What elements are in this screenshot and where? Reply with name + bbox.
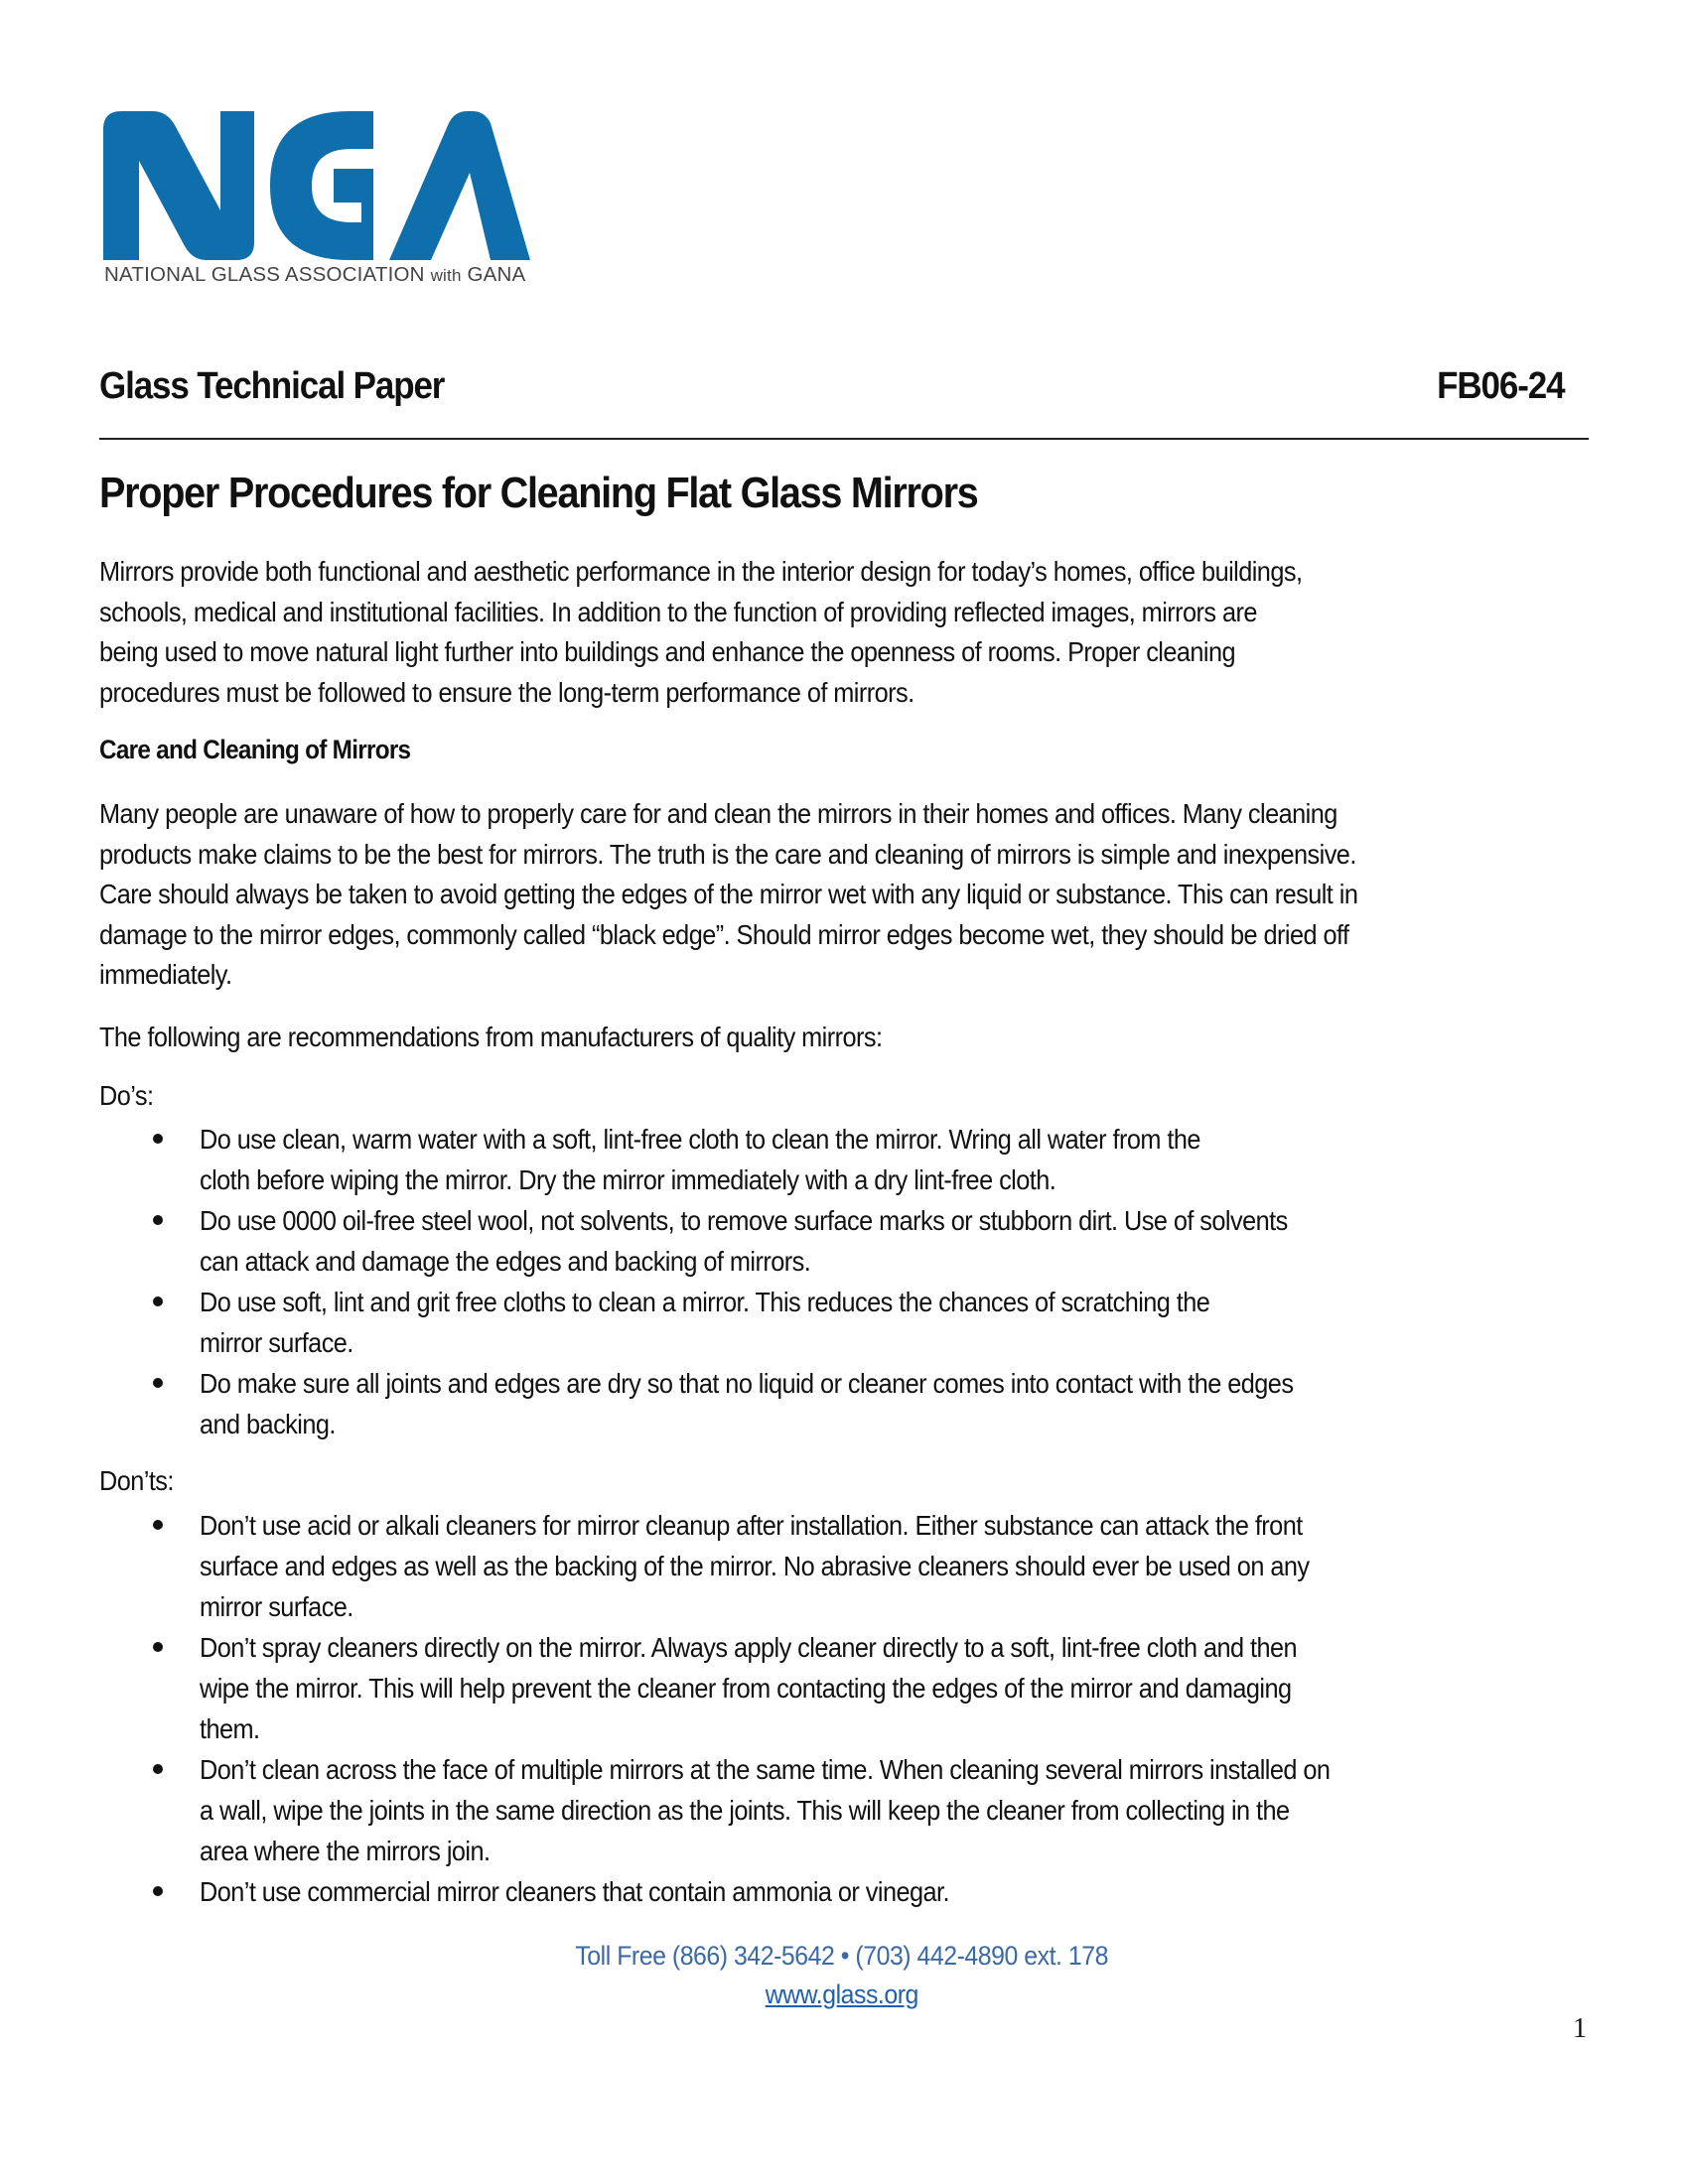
website-link[interactable]: www.glass.org xyxy=(765,1979,919,2009)
care-line: damage to the mirror edges, commonly called “black edge”. Should mirror edges become wet, they should be dried off xyxy=(99,918,1349,950)
item-line: wipe the mirror. This will help prevent the cleaner from contacting the edges of the mirror and damaging xyxy=(200,1673,1292,1704)
item-line: Do use clean, warm water with a soft, lint-free cloth to clean the mirror. Wring all water from the xyxy=(200,1124,1200,1155)
item-line: Don’t use acid or alkali cleaners for mirror cleanup after installation. Either substance can attack the front xyxy=(200,1510,1303,1541)
bullet-icon xyxy=(153,1642,163,1652)
item-line: Do make sure all joints and edges are dry so that no liquid or cleaner comes into contact with the edges xyxy=(200,1368,1294,1399)
recommendation-intro xyxy=(99,1018,1609,1058)
care-line: products make claims to be the best for mirrors. The truth is the care and cleaning of mirrors is simple and inexpensive. xyxy=(99,838,1356,870)
tagline-main: NATIONAL GLASS ASSOCIATION xyxy=(104,263,425,286)
bullet-icon xyxy=(153,1520,163,1530)
donts-item xyxy=(99,1627,1609,1749)
bullet-icon xyxy=(153,1134,163,1144)
footer-website xyxy=(0,1979,1688,2010)
care-line: immediately. xyxy=(99,959,232,990)
item-line: Do use soft, lint and grit free cloths to clean a mirror. This reduces the chances of scratching the xyxy=(200,1287,1210,1317)
item-line: Don’t clean across the face of multiple mirrors at the same time. When cleaning several mirrors installed on xyxy=(200,1754,1331,1785)
dos-item xyxy=(99,1363,1609,1444)
item-line: mirror surface. xyxy=(200,1327,353,1358)
item-line: and backing. xyxy=(200,1409,336,1439)
intro-line: procedures must be followed to ensure the long-term performance of mirrors. xyxy=(99,676,914,708)
bullet-icon xyxy=(153,1378,163,1388)
donts-item xyxy=(99,1749,1609,1871)
document-header xyxy=(99,365,1564,415)
donts-item xyxy=(99,1871,1609,1912)
nga-logo xyxy=(103,111,530,290)
dos-item xyxy=(99,1282,1609,1363)
intro-line: being used to move natural light further into buildings and enhance the openness of rooms. Proper cleaning xyxy=(99,636,1236,667)
care-paragraph xyxy=(99,794,1609,996)
dos-item xyxy=(99,1119,1609,1200)
item-line: Don’t use commercial mirror cleaners that contain ammonia or vinegar. xyxy=(200,1876,949,1907)
bullet-icon xyxy=(153,1886,163,1896)
tagline-partner: GANA xyxy=(467,263,526,286)
intro-paragraph xyxy=(99,552,1609,713)
item-line: cloth before wiping the mirror. Dry the mirror immediately with a dry lint-free cloth. xyxy=(200,1164,1056,1195)
care-line: Many people are unaware of how to properly care for and clean the mirrors in their homes and offices. Many cleaning xyxy=(99,798,1337,829)
intro-line: Mirrors provide both functional and aesthetic performance in the interior design for today’s homes, office buildings, xyxy=(99,556,1303,587)
dos-list xyxy=(99,1119,1609,1444)
bullet-icon xyxy=(153,1764,163,1774)
bullet-icon xyxy=(153,1297,163,1306)
logo-tagline xyxy=(104,263,525,287)
intro-line: schools, medical and institutional facilities. In addition to the function of providing reflected images, mirrors are xyxy=(99,596,1257,627)
footer-contact xyxy=(0,1941,1688,1972)
item-line: Do use 0000 oil-free steel wool, not solvents, to remove surface marks or stubborn dirt. Use of solvents xyxy=(200,1205,1288,1236)
page-number: 1 xyxy=(1573,2013,1587,2044)
tagline-with: with xyxy=(430,266,462,285)
section-heading-care: Care and Cleaning of Mirrors xyxy=(99,735,411,764)
donts-item xyxy=(99,1505,1609,1627)
donts-list xyxy=(99,1505,1609,1912)
dos-label: Do’s: xyxy=(99,1080,154,1111)
item-line: a wall, wipe the joints in the same direction as the joints. This will keep the cleaner from collecting in the xyxy=(200,1795,1290,1826)
donts-label: Don’ts: xyxy=(99,1465,174,1496)
document-code: FB06-24 xyxy=(1436,365,1564,407)
document-type: Glass Technical Paper xyxy=(99,365,445,407)
bullet-icon xyxy=(153,1215,163,1225)
item-line: can attack and damage the edges and backing of mirrors. xyxy=(200,1246,811,1277)
header-divider xyxy=(99,438,1589,440)
recommendation-intro-text: The following are recommendations from manufacturers of quality mirrors: xyxy=(99,1022,883,1052)
item-line: surface and edges as well as the backing of the mirror. No abrasive cleaners should ever be used on any xyxy=(200,1551,1310,1581)
dos-item xyxy=(99,1200,1609,1282)
item-line: mirror surface. xyxy=(200,1591,353,1622)
nga-logo-mark-icon xyxy=(103,111,530,260)
item-line: Don’t spray cleaners directly on the mirror. Always apply cleaner directly to a soft, lint-free cloth and then xyxy=(200,1632,1298,1663)
contact-phone-numbers: Toll Free (866) 342-5642 • (703) 442-4890 ext. 178 xyxy=(575,1941,1109,1971)
item-line: them. xyxy=(200,1713,260,1744)
care-line: Care should always be taken to avoid getting the edges of the mirror wet with any liquid or substance. This can result in xyxy=(99,879,1358,909)
item-line: area where the mirrors join. xyxy=(200,1836,491,1866)
page-title: Proper Procedures for Cleaning Flat Glass Mirrors xyxy=(99,469,978,517)
